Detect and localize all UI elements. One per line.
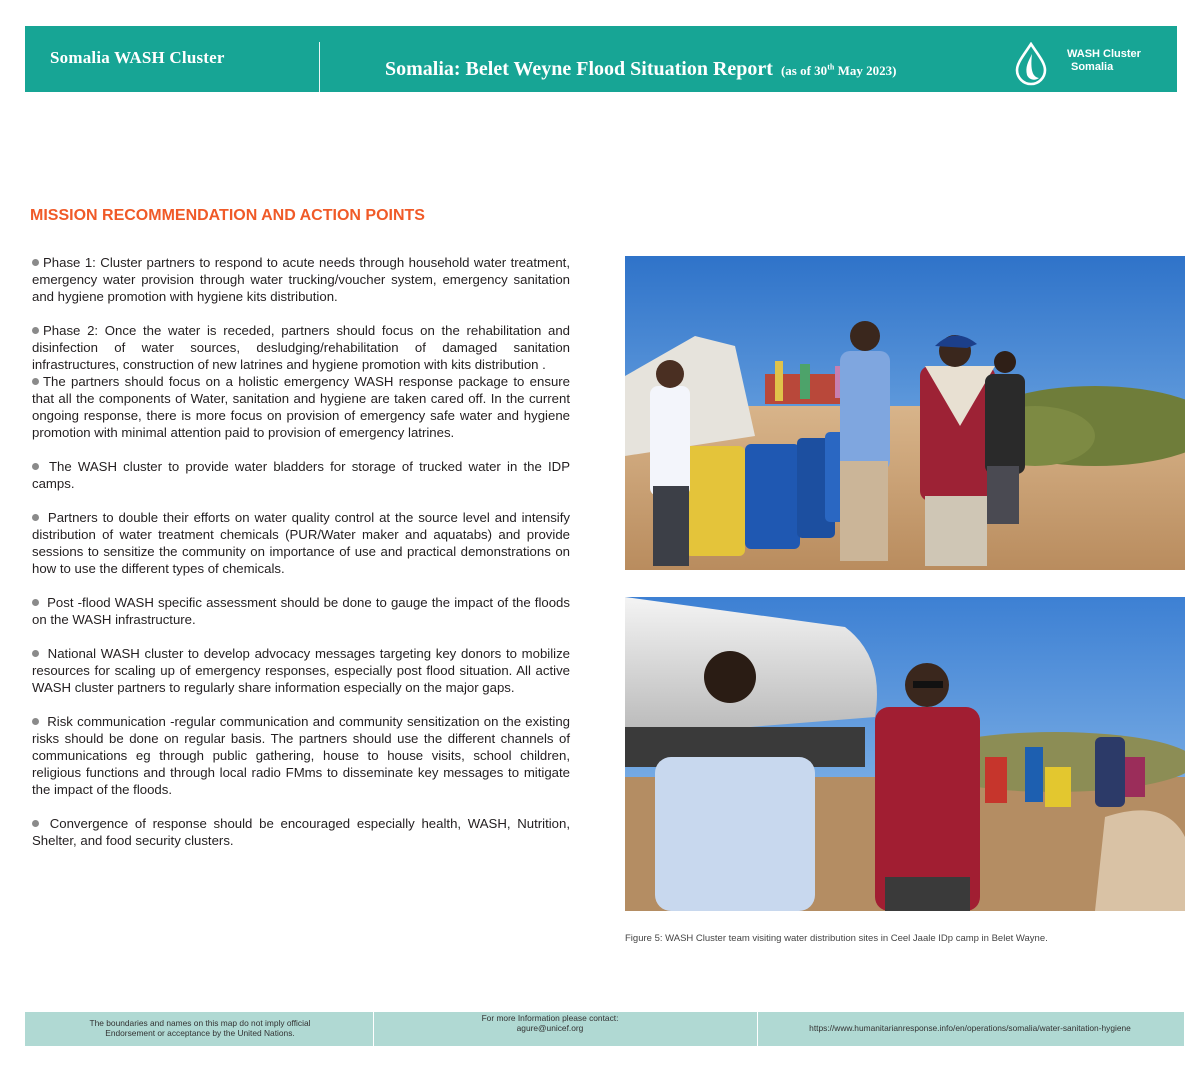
bullet-icon [32,514,39,521]
bullet-icon [32,378,39,385]
bullet-icon [32,599,39,606]
bullet-icon [32,327,39,334]
photo-water-drums [625,256,1185,570]
report-header [25,26,1177,92]
header-divider [319,42,320,92]
photo-water-drums-image [625,256,1185,570]
photo-water-truck [625,597,1185,911]
footer-contact: For more Information please contact: agure@unicef.org [375,1013,725,1047]
bullet-icon [32,718,39,725]
org-name: Somalia WASH Cluster [50,48,225,67]
section-title: MISSION RECOMMENDATION AND ACTION POINTS [30,207,425,224]
footer-divider [757,1012,758,1046]
figure-caption: Figure 5: WASH Cluster team visiting water distribution sites in Ceel Jaale IDp camp in Belet Wayne. [625,933,1048,944]
list-item: Phase 1: Cluster partners to respond to acute needs through household water treatment, emergency water provision through water trucking/voucher system, emergency sanitation and hygiene promotion with hygiene kits distribution. [32,255,570,304]
report-title [385,58,896,81]
list-item: National WASH cluster to develop advocacy messages targeting key donors to mobilize resources for scaling up of emergency responses, especially post flood situation. All active WASH cluster partners to regularly share information especially on the major gaps. [32,646,570,695]
list-item: The partners should focus on a holistic emergency WASH response package to ensure that all the components of Water, sanitation and hygiene are taken cared off. In the current ongoing response, there is more focus on provision of emergency safe water and hygiene promotion with minimal attention paid to provision of emergency latrines. [32,374,570,440]
list-item: Post -flood WASH specific assessment should be done to gauge the impact of the floods on the WASH infrastructure. [32,595,570,627]
photo-water-truck-image [625,597,1185,911]
bullet-icon [32,463,39,470]
footer-url-link[interactable]: https://www.humanitarianresponse.info/en/operations/somalia/water-sanitation-hygiene [809,1023,1131,1033]
recommendation-list [32,254,570,866]
report-title-text: Somalia: Belet Weyne Flood Situation Report [385,58,773,80]
bullet-icon [32,650,39,657]
list-item: Risk communication -regular communication and community sensitization on the existing risks should be done on regular basis. The partners should use the different channels of communications eg through public gathering, house to house visits, school children, religious functions and through local radio FMms to disseminate key messages to mitigate the impact of the floods. [32,714,570,797]
contact-email-link[interactable]: agure@unicef.org [516,1023,584,1033]
logo-text: WASH Cluster Somalia [1067,48,1141,73]
water-drop-icon [1011,42,1051,86]
list-item: Phase 2: Once the water is receded, partners should focus on the rehabilitation and disinfection of water sources, desludging/rehabilitation of damaged sanitation infrastructures, construction of new latrines and hygiene promotion with kits distribution . [32,323,570,372]
bullet-icon [32,820,39,827]
page-footer [25,1012,1184,1046]
bullet-icon [32,259,39,266]
list-item: Partners to double their efforts on water quality control at the source level and intensify distribution of water treatment chemicals (PUR/Water maker and aquatabs) and provide sessions to sensitize the community on importance of use and practical demonstrations on how to use the different types of chemicals. [32,510,570,576]
list-item: The WASH cluster to provide water bladders for storage of trucked water in the IDP camps. [32,459,570,491]
report-date: (as of 30th May 2023) [780,62,897,78]
footer-divider [373,1012,374,1046]
list-item: Convergence of response should be encouraged especially health, WASH, Nutrition, Shelter, and food security clusters. [32,816,570,848]
footer-disclaimer: The boundaries and names on this map do not imply official Endorsement or acceptance by the United Nations. [89,1018,311,1038]
